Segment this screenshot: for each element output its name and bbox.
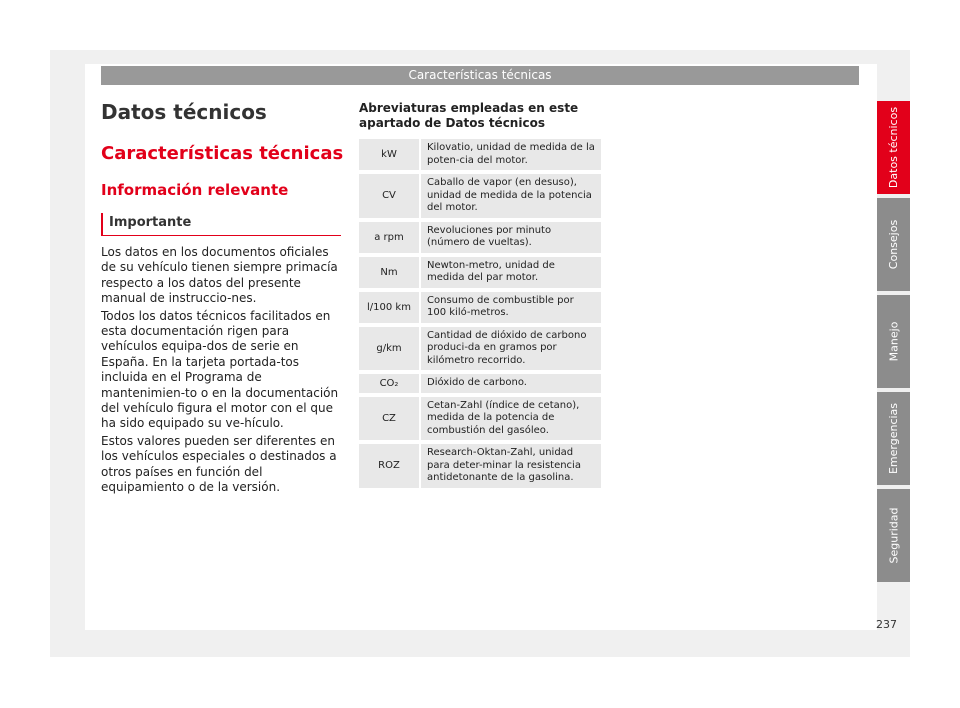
important-heading xyxy=(101,213,341,236)
table-row xyxy=(359,257,601,288)
abbreviation-value: Caballo de vapor (en desuso), unidad de medida de la potencia del motor. xyxy=(427,177,592,213)
abbreviation-key: Nm xyxy=(359,257,421,288)
abbreviation-value: Newton-metro, unidad de medida del par motor. xyxy=(427,259,555,283)
page-number: 237 xyxy=(876,618,897,631)
tab-label: Datos técnicos xyxy=(887,106,900,189)
subsection-title: Información relevante xyxy=(101,181,289,199)
abbreviation-value: Consumo de combustible por 100 kiló-metros. xyxy=(427,294,574,318)
abbreviation-key: a rpm xyxy=(359,222,421,253)
tab-label: Consejos xyxy=(887,219,900,270)
tab-label: Seguridad xyxy=(887,507,900,564)
section-title: Datos técnicos xyxy=(101,100,267,124)
abbreviation-value: Cetan-Zahl (índice de cetano), medida de la potencia de combustión del gasóleo. xyxy=(427,399,580,436)
table-row xyxy=(359,139,601,170)
abbreviations-table xyxy=(359,139,601,492)
body-text xyxy=(101,245,345,498)
table-row xyxy=(359,327,601,371)
page-header: Características técnicas xyxy=(101,66,859,85)
abbreviation-key: l/100 km xyxy=(359,292,421,323)
abbreviation-value: Research-Oktan-Zahl, unidad para deter-minar la resistencia antidetonante de la gasolina. xyxy=(427,447,581,483)
table-row xyxy=(359,174,601,218)
table-row xyxy=(359,222,601,253)
abbreviation-key: kW xyxy=(359,139,421,170)
tab-manejo[interactable] xyxy=(877,295,910,388)
tab-seguridad[interactable] xyxy=(877,489,910,582)
chapter-title: Características técnicas xyxy=(101,143,344,164)
paragraph: Todos los datos técnicos facilitados en esta documentación rigen para vehículos equipa-dos de serie en España. En la tarjeta portada-tos incluida en el Programa de mantenimien-to o en la documentación del vehículo figura el motor con el que ha sido equipado su ve-hículo. xyxy=(101,308,339,431)
tab-emergencias[interactable] xyxy=(877,392,910,485)
tab-label: Emergencias xyxy=(887,402,900,475)
paragraph: Estos valores pueden ser diferentes en los vehículos especiales o destinados a otros países en función del equipamiento o de la versión. xyxy=(101,433,337,495)
abbreviation-key: CZ xyxy=(359,397,421,441)
abbreviation-value: Kilovatio, unidad de medida de la poten-cia del motor. xyxy=(427,142,595,166)
abbreviation-key: ROZ xyxy=(359,444,421,488)
tab-label: Manejo xyxy=(887,321,901,362)
table-row xyxy=(359,444,601,488)
abbreviations-title: Abreviaturas empleadas en este apartado de Datos técnicos xyxy=(359,101,579,130)
table-row xyxy=(359,374,601,393)
table-row xyxy=(359,397,601,441)
tab-datos-tecnicos[interactable] xyxy=(877,101,910,194)
tab-consejos[interactable] xyxy=(877,198,910,291)
important-marker xyxy=(101,213,103,236)
abbreviation-value: Dióxido de carbono. xyxy=(427,377,527,388)
paragraph: Los datos en los documentos oficiales de su vehículo tienen siempre primacía respecto a los datos del presente manual de instruccio-nes. xyxy=(101,245,338,306)
abbreviation-key: g/km xyxy=(359,327,421,371)
important-label: Importante xyxy=(109,215,192,230)
abbreviation-value: Cantidad de dióxido de carbono produci-da en gramos por kilómetro recorrido. xyxy=(427,329,587,366)
abbreviation-key: CV xyxy=(359,174,421,218)
abbreviation-key: CO₂ xyxy=(359,374,421,393)
abbreviation-value: Revoluciones por minuto (número de vueltas). xyxy=(427,224,552,248)
table-row xyxy=(359,292,601,323)
